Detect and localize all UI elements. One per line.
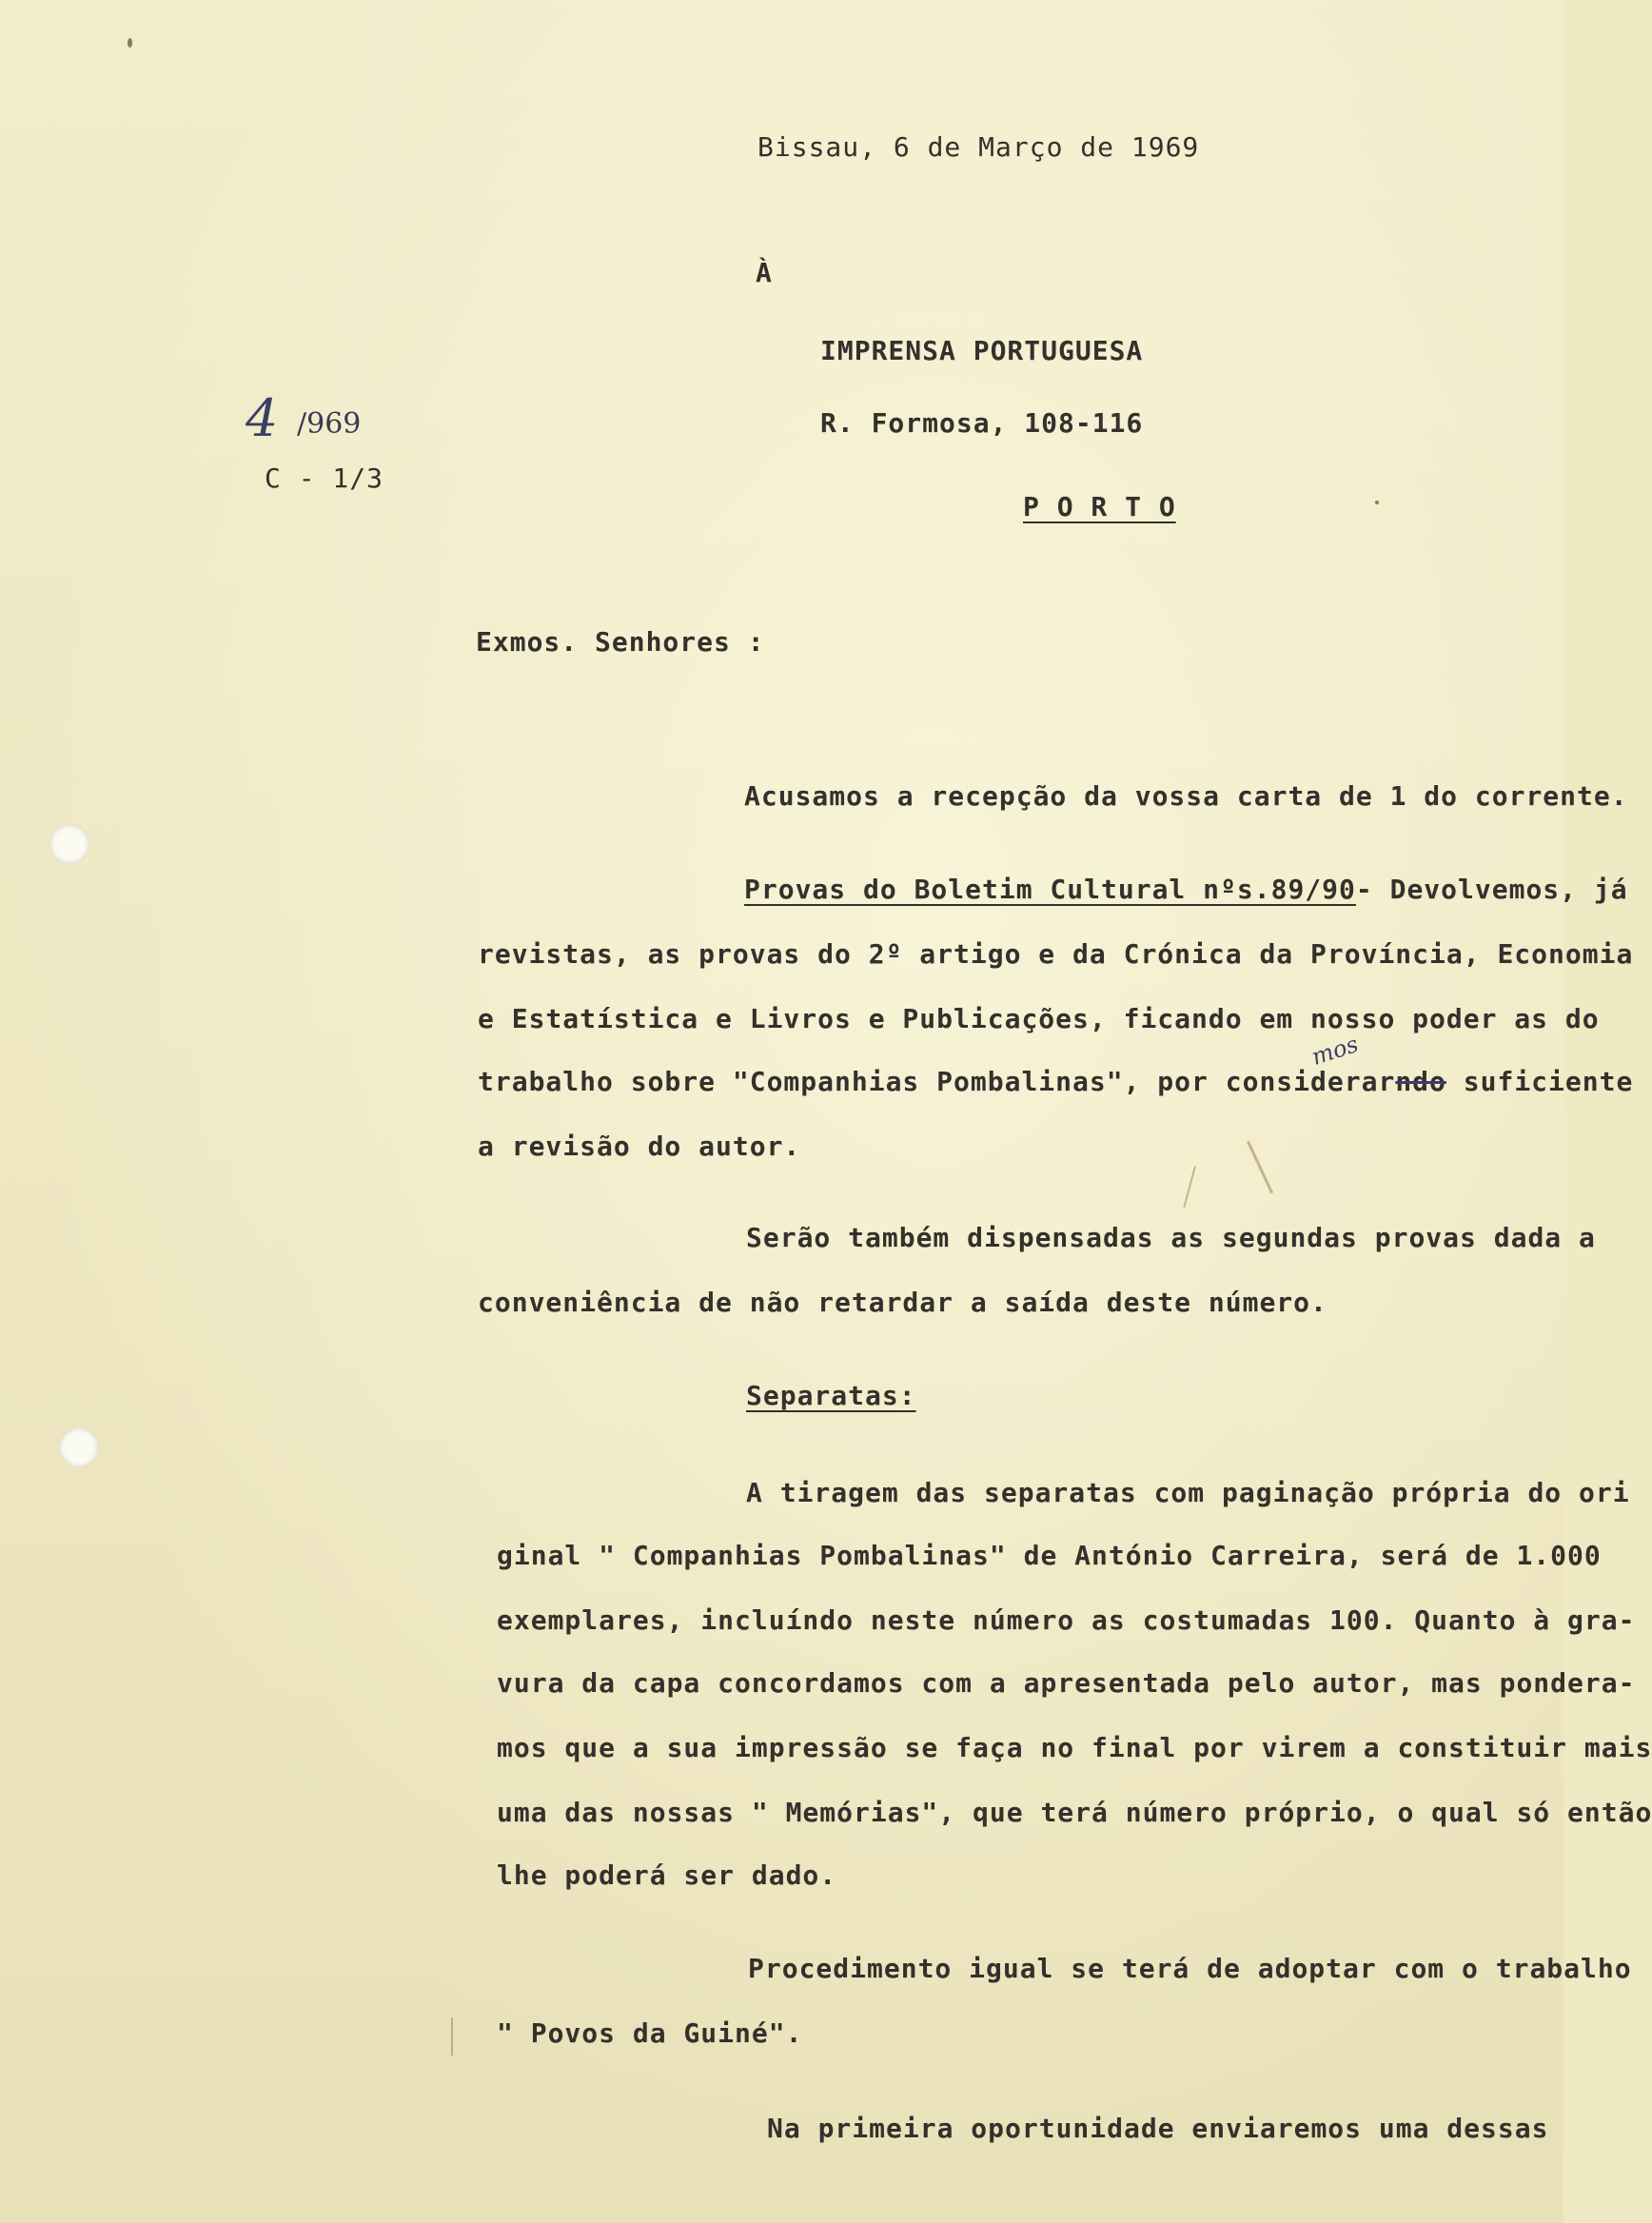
to-marker: À: [756, 257, 773, 288]
recipient-address: R. Formosa, 108-116: [820, 407, 1144, 439]
handwritten-correction: mos: [1308, 1031, 1362, 1071]
handwritten-reference-number: 4: [246, 388, 279, 448]
paragraph-2-line-4: [478, 1066, 1633, 1097]
paragraph-6-line-1: Na primeira oportunidade enviaremos uma dessas: [767, 2113, 1549, 2144]
dateline: Bissau, 6 de Março de 1969: [757, 131, 1200, 163]
paragraph-2-line-5: a revisão do autor.: [478, 1131, 801, 1162]
pencil-mark: [1183, 1166, 1196, 1208]
paragraph-4-line-4: vura da capa concordamos com a apresentada pelo autor, mas pondera-: [497, 1667, 1636, 1699]
paragraph-3-line-2: conveniência de não retardar a saída deste número.: [478, 1287, 1328, 1318]
proofs-heading: Provas do Boletim Cultural nºs.89/90: [744, 874, 1356, 905]
paragraph-4-line-5: mos que a sua impressão se faça no final por virem a constituir mais: [497, 1732, 1652, 1763]
paragraph-5-line-1: Procedimento igual se terá de adoptar com o trabalho: [748, 1953, 1632, 1984]
paragraph-4-line-1: A tiragem das separatas com paginação própria do ori: [746, 1477, 1630, 1508]
paragraph-2-line-1: [744, 874, 1628, 905]
paragraph-2-line-4-b: suficiente: [1446, 1066, 1634, 1097]
paragraph-2-line-2: revistas, as provas do 2º artigo e da Crónica da Província, Economia: [478, 938, 1634, 970]
paragraph-4-line-3: exemplares, incluíndo neste número as costumadas 100. Quanto à gra-: [497, 1604, 1636, 1636]
recipient-city: P O R T O: [1023, 491, 1176, 522]
separatas-heading: Separatas:: [746, 1380, 916, 1411]
reference-code: C - 1/3: [265, 462, 384, 494]
paragraph-2-line-1-rest: - Devolvemos, já: [1355, 874, 1628, 905]
ink-speck: [128, 38, 132, 48]
paragraph-3-line-1: Serão também dispensadas as segundas provas dada a: [746, 1222, 1596, 1253]
recipient-name: IMPRENSA PORTUGUESA: [820, 335, 1144, 366]
struck-text: ndo: [1395, 1066, 1446, 1097]
paragraph-1: Acusamos a recepção da vossa carta de 1 do corrente.: [744, 780, 1628, 812]
salutation: Exmos. Senhores :: [476, 626, 765, 658]
paragraph-4-line-7: lhe poderá ser dado.: [497, 1859, 837, 1891]
paragraph-5-line-2: " Povos da Guiné".: [497, 2017, 803, 2049]
paragraph-4-line-6: uma das nossas " Memórias", que terá número próprio, o qual só então: [497, 1797, 1652, 1828]
paragraph-2-line-4-a: trabalho sobre "Companhias Pombalinas", por considerar: [478, 1066, 1396, 1097]
pencil-mark: [1247, 1141, 1273, 1194]
ink-speck: [1375, 501, 1379, 504]
pencil-mark: [451, 2017, 453, 2056]
reference-year: /969: [297, 407, 362, 441]
paragraph-2-line-3: e Estatística e Livros e Publicações, ficando em nosso poder as do: [478, 1003, 1600, 1034]
paragraph-4-line-2: ginal " Companhias Pombalinas" de António Carreira, será de 1.000: [497, 1540, 1602, 1571]
punch-hole-bottom: [59, 1427, 99, 1467]
punch-hole-top: [49, 824, 89, 864]
